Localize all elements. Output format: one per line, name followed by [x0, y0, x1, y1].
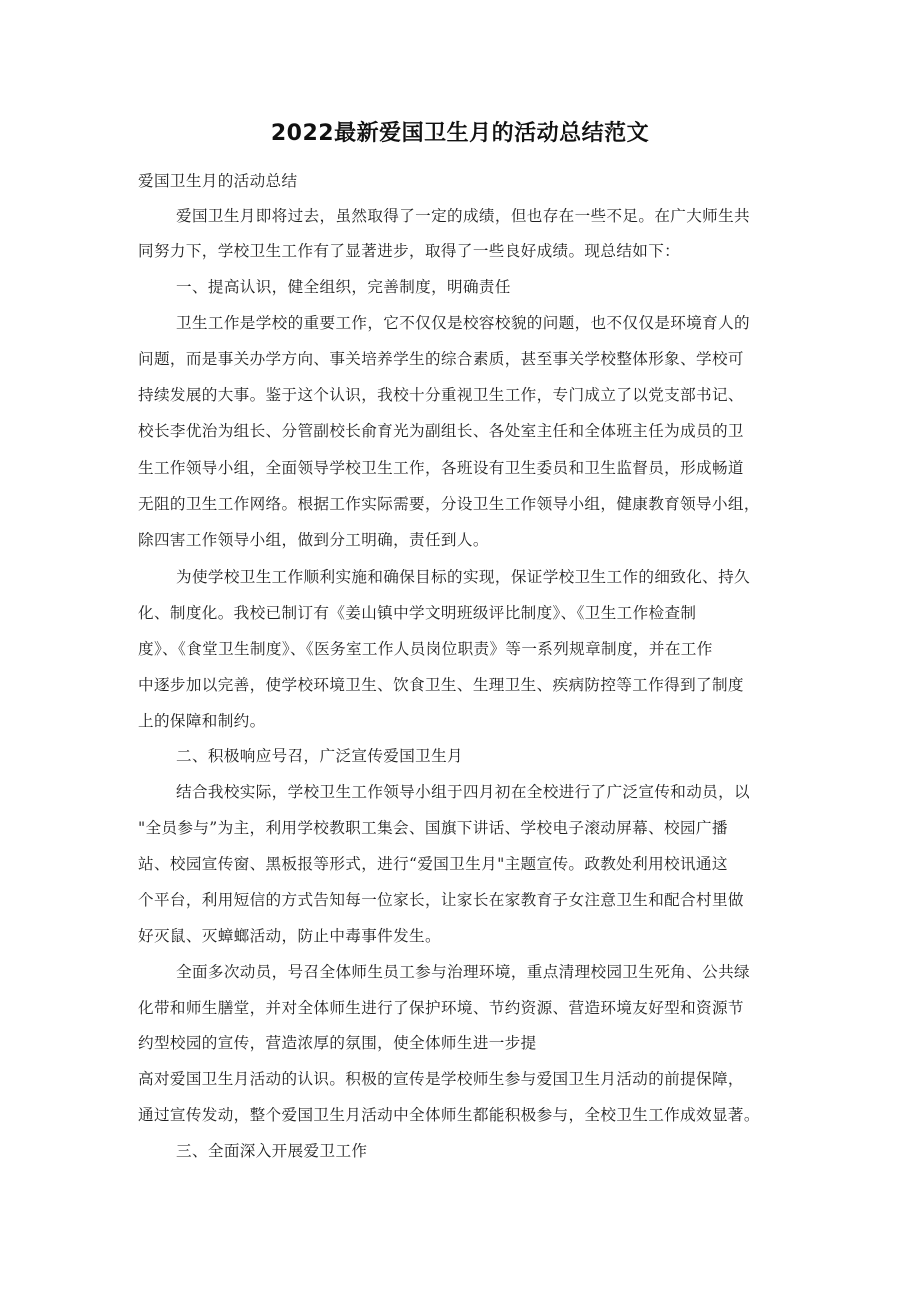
paragraph-line: 约型校园的宣传，营造浓厚的氛围，使全体师生进一步提: [138, 1034, 537, 1052]
paragraph-line: 好灭鼠、灭蟑螂活动，防止中毒事件发生。: [138, 927, 441, 945]
paragraph-line: 同努力下，学校卫生工作有了显著进步，取得了一些良好成绩。现总结如下：: [138, 242, 681, 260]
paragraph-line: 全面多次动员，号召全体师生员工参与治理环境，重点清理校园卫生死角、公共绿: [176, 963, 750, 981]
paragraph-line: 持续发展的大事。鉴于这个认识，我校十分重视卫生工作，专门成立了以党支部书记、: [138, 386, 744, 404]
paragraph-line: 化、制度化。我校已制订有《姜山镇中学文明班级评比制度》、《卫生工作检查制: [138, 604, 697, 622]
paragraph-line: 无阻的卫生工作网络。根据工作实际需要，分设卫生工作领导小组，健康教育领导小组，: [138, 495, 760, 513]
paragraph-line: 卫生工作是学校的重要工作，它不仅仅是校容校貌的问题，也不仅仅是环境育人的: [176, 314, 750, 332]
paragraph-line: 高对爱国卫生月活动的认识。积极的宣传是学校师生参与爱国卫生月活动的前提保障，: [138, 1070, 744, 1088]
doc-subtitle: 爱国卫生月的活动总结: [138, 172, 298, 190]
section-heading-1: 一、提高认识，健全组织，完善制度，明确责任: [176, 278, 511, 296]
paragraph-line: 化带和师生膳堂，并对全体师生进行了保护环境、节约资源、营造环境友好型和资源节: [138, 999, 744, 1017]
paragraph-line: 校长李优治为组长、分管副校长俞育光为副组长、各处室主任和全体班主任为成员的卫: [138, 422, 744, 440]
paragraph-line: "全员参与”为主，利用学校教职工集会、国旗下讲话、学校电子滚动屏幕、校园广播: [138, 819, 728, 837]
paragraph-line: 通过宣传发动，整个爱国卫生月活动中全体师生都能积极参与，全校卫生工作成效显著。: [138, 1106, 760, 1124]
paragraph-line: 除四害工作领导小组，做到分工明确，责任到人。: [138, 531, 489, 549]
paragraph-line: 上的保障和制约。: [138, 712, 266, 730]
paragraph-line: 中逐步加以完善，使学校环境卫生、饮食卫生、生理卫生、疾病防控等工作得到了制度: [138, 676, 744, 694]
paragraph-line: 个平台，利用短信的方式告知每一位家长，让家长在家教育子女注意卫生和配合村里做: [138, 891, 744, 909]
paragraph-line: 爱国卫生月即将过去，虽然取得了一定的成绩，但也存在一些不足。在广大师生共: [176, 207, 750, 225]
paragraph-line: 站、校园宣传窗、黑板报等形式，进行“爱国卫生月"主题宣传。政教处利用校讯通这: [138, 855, 728, 873]
paragraph-line: 问题，而是事关办学方向、事关培养学生的综合素质，甚至事关学校整体形象、学校可: [138, 350, 744, 368]
section-heading-3: 三、全面深入开展爱卫工作: [176, 1142, 368, 1160]
paragraph-line: 生工作领导小组，全面领导学校卫生工作，各班设有卫生委员和卫生监督员，形成畅道: [138, 459, 744, 477]
document-title: 2022最新爱国卫生月的活动总结范文: [270, 121, 650, 146]
section-heading-2: 二、积极响应号召，广泛宣传爱国卫生月: [176, 747, 463, 765]
paragraph-line: 度》、《食堂卫生制度》、《医务室工作人员岗位职责》等一系列规章制度，并在工作: [138, 640, 713, 658]
paragraph-line: 结合我校实际，学校卫生工作领导小组于四月初在全校进行了广泛宣传和动员，以: [176, 783, 750, 801]
paragraph-line: 为使学校卫生工作顺利实施和确保目标的实现，保证学校卫生工作的细致化、持久: [176, 568, 750, 586]
